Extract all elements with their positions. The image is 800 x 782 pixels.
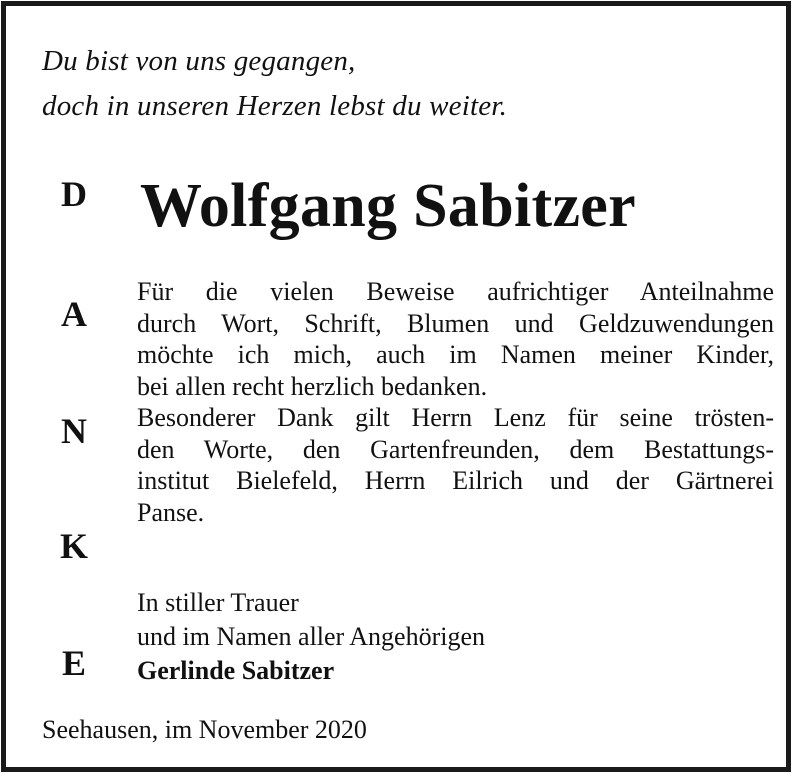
message-line: Für die vielen Beweise aufrichtiger Anteilnahme bbox=[137, 277, 774, 306]
place-and-date: Seehausen, im November 2020 bbox=[42, 715, 367, 744]
motto bbox=[42, 39, 507, 129]
signoff bbox=[137, 586, 485, 688]
deceased-name: Wolfgang Sabitzer bbox=[140, 172, 636, 240]
notice-frame bbox=[1, 1, 791, 772]
motto-line: doch in unseren Herzen lebst du weiter. bbox=[42, 90, 508, 122]
message-line: bei allen recht herzlich bedanken. bbox=[137, 371, 488, 401]
message-line: institut Bielefeld, Herrn Eilrich und der Gärtnerei bbox=[137, 466, 774, 495]
acrostic-letter-n: N bbox=[61, 411, 87, 451]
acrostic-letter-d: D bbox=[61, 174, 87, 214]
message-line: den Worte, den Gartenfreunden, dem Bestattungs- bbox=[137, 434, 774, 464]
message-line: Panse. bbox=[137, 497, 205, 527]
signoff-line: In stiller Trauer bbox=[137, 588, 299, 617]
acrostic-letter-k: K bbox=[59, 526, 88, 566]
acrostic-letter-e: E bbox=[61, 643, 86, 683]
signoff-line: und im Namen aller Angehörigen bbox=[137, 622, 486, 651]
thank-you-message bbox=[137, 276, 774, 528]
acrostic-letter-a: A bbox=[61, 294, 87, 334]
message-line: durch Wort, Schrift, Blumen und Geldzuwendungen bbox=[137, 308, 774, 338]
motto-line: Du bist von uns gegangen, bbox=[42, 45, 356, 77]
message-line: Besonderer Dank gilt Herrn Lenz für seine trösten- bbox=[137, 403, 774, 432]
signer-name: Gerlinde Sabitzer bbox=[137, 656, 335, 685]
message-line: möchte ich mich, auch im Namen meiner Kinder, bbox=[137, 340, 774, 369]
